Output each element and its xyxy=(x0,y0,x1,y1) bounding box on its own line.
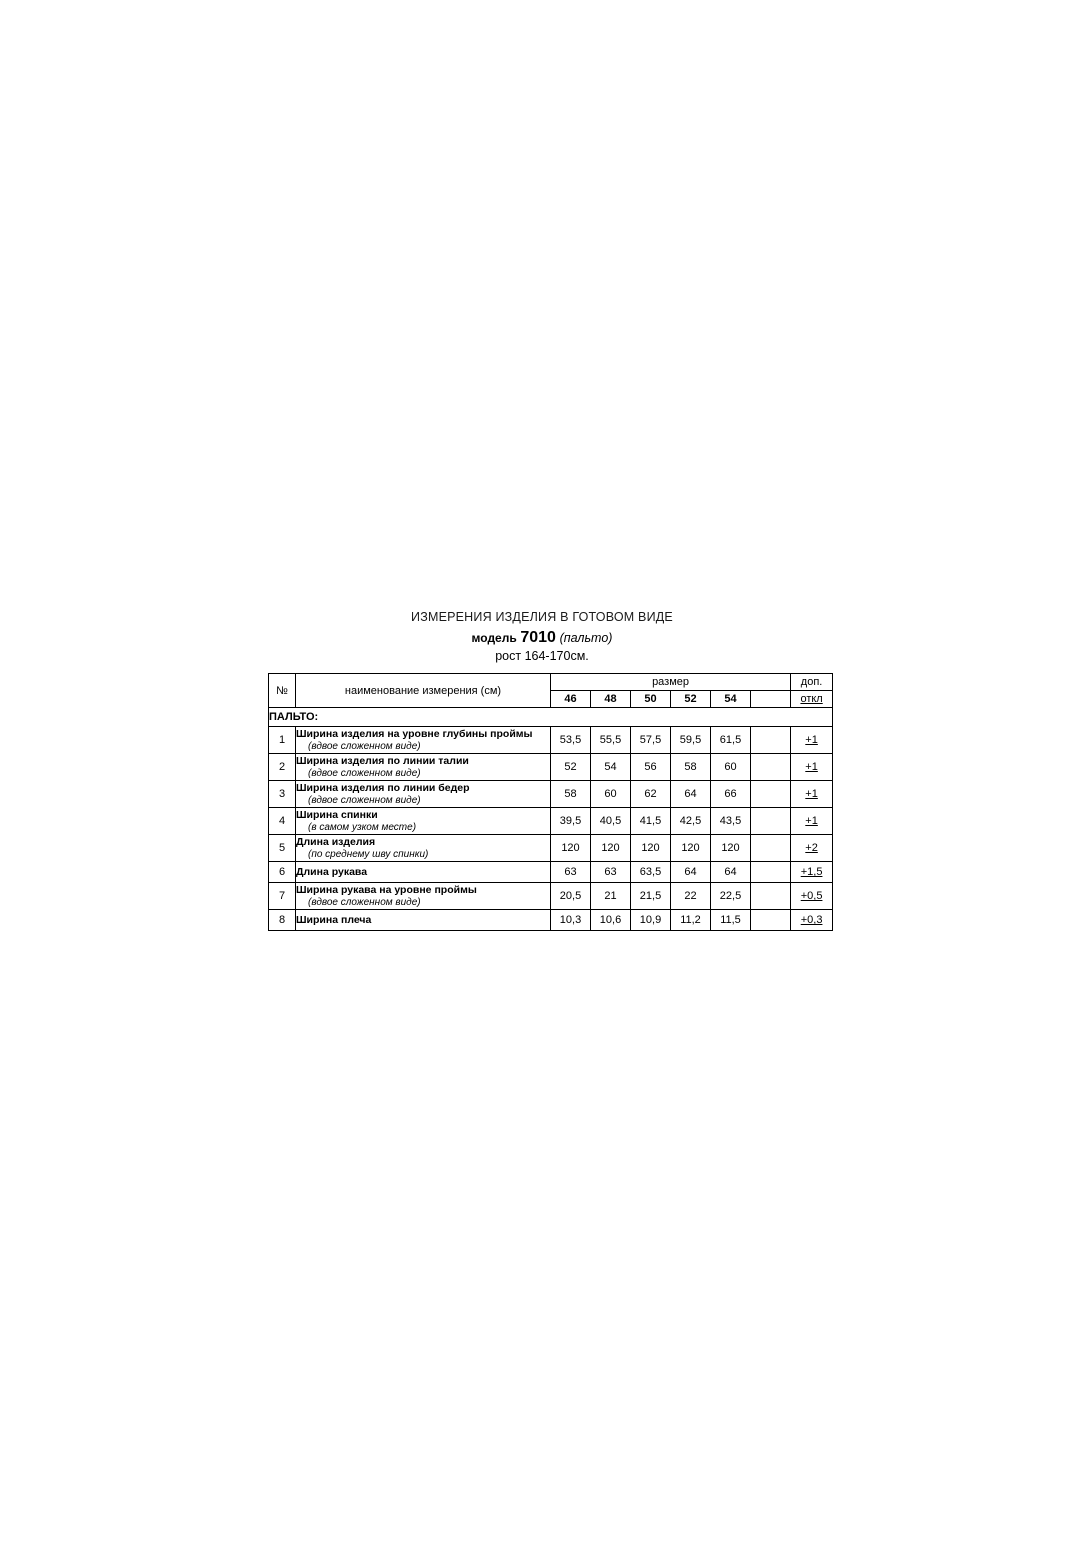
row-name-note: (по среднему шву спинки) xyxy=(308,848,429,860)
row-name-main: Ширина изделия по линии бедер xyxy=(296,782,470,795)
row-number: 5 xyxy=(269,835,296,862)
value-50: 63,5 xyxy=(631,862,671,883)
row-number: 4 xyxy=(269,808,296,835)
value-48: 60 xyxy=(591,781,631,808)
value-48: 10,6 xyxy=(591,910,631,931)
row-name-main: Ширина рукава на уровне проймы xyxy=(296,884,477,897)
value-52: 11,2 xyxy=(671,910,711,931)
row-name xyxy=(296,862,551,883)
model-number: 7010 xyxy=(520,628,556,646)
table-row xyxy=(269,781,833,808)
value-54: 43,5 xyxy=(711,808,751,835)
section-label: ПАЛЬТО: xyxy=(269,708,833,727)
row-name-note: (в самом узком месте) xyxy=(308,821,417,833)
value-blank xyxy=(751,835,791,862)
height-range: рост 164-170см. xyxy=(495,648,589,663)
row-name-note: (вдвое сложенном виде) xyxy=(308,794,421,806)
row-name xyxy=(296,835,551,862)
value-blank xyxy=(751,883,791,910)
value-46: 52 xyxy=(551,754,591,781)
value-52: 58 xyxy=(671,754,711,781)
measurements-table xyxy=(268,673,833,931)
value-48: 63 xyxy=(591,862,631,883)
value-48: 40,5 xyxy=(591,808,631,835)
header-tolerance-top: доп. xyxy=(791,674,833,691)
row-name xyxy=(296,754,551,781)
value-54: 66 xyxy=(711,781,751,808)
value-blank xyxy=(751,910,791,931)
value-50: 62 xyxy=(631,781,671,808)
value-54: 60 xyxy=(711,754,751,781)
header-name: наименование измерения (см) xyxy=(296,674,551,708)
table-row xyxy=(269,883,833,910)
row-number: 3 xyxy=(269,781,296,808)
table-row xyxy=(269,754,833,781)
value-52: 22 xyxy=(671,883,711,910)
row-name xyxy=(296,910,551,931)
row-tolerance: +1,5 xyxy=(791,862,833,883)
value-46: 53,5 xyxy=(551,727,591,754)
value-50: 120 xyxy=(631,835,671,862)
value-52: 59,5 xyxy=(671,727,711,754)
model-type: (пальто) xyxy=(559,630,613,645)
header-size-48: 48 xyxy=(591,691,631,708)
measurements-document xyxy=(268,610,823,931)
header-tolerance-bottom: откл xyxy=(791,691,833,708)
value-54: 11,5 xyxy=(711,910,751,931)
row-tolerance: +0,5 xyxy=(791,883,833,910)
row-number: 6 xyxy=(269,862,296,883)
table-head xyxy=(269,674,833,708)
row-tolerance: +1 xyxy=(791,754,833,781)
value-blank xyxy=(751,808,791,835)
value-52: 64 xyxy=(671,862,711,883)
value-46: 39,5 xyxy=(551,808,591,835)
row-name-main: Длина рукава xyxy=(296,866,368,879)
value-50: 56 xyxy=(631,754,671,781)
section-row xyxy=(269,708,833,727)
header-size-50: 50 xyxy=(631,691,671,708)
value-46: 10,3 xyxy=(551,910,591,931)
value-48: 55,5 xyxy=(591,727,631,754)
row-number: 1 xyxy=(269,727,296,754)
header-size-54: 54 xyxy=(711,691,751,708)
row-name-note: (вдвое сложенном виде) xyxy=(308,896,421,908)
header-num: № xyxy=(269,674,296,708)
value-54: 120 xyxy=(711,835,751,862)
row-name xyxy=(296,781,551,808)
value-48: 120 xyxy=(591,835,631,862)
row-name-note: (вдвое сложенном виде) xyxy=(308,767,421,779)
value-48: 21 xyxy=(591,883,631,910)
value-48: 54 xyxy=(591,754,631,781)
row-name-note: (вдвое сложенном виде) xyxy=(308,740,421,752)
header-size-blank xyxy=(751,691,791,708)
value-50: 41,5 xyxy=(631,808,671,835)
value-54: 61,5 xyxy=(711,727,751,754)
row-name-main: Длина изделия xyxy=(296,836,376,849)
row-name-main: Ширина плеча xyxy=(296,914,372,927)
row-name xyxy=(296,727,551,754)
value-46: 20,5 xyxy=(551,883,591,910)
row-name-main: Ширина изделия по линии талии xyxy=(296,755,469,768)
table-row xyxy=(269,835,833,862)
value-blank xyxy=(751,862,791,883)
value-54: 64 xyxy=(711,862,751,883)
row-tolerance: +1 xyxy=(791,781,833,808)
value-blank xyxy=(751,781,791,808)
model-line xyxy=(268,628,816,648)
row-tolerance: +1 xyxy=(791,727,833,754)
row-tolerance: +0,3 xyxy=(791,910,833,931)
value-54: 22,5 xyxy=(711,883,751,910)
table-row xyxy=(269,862,833,883)
value-46: 58 xyxy=(551,781,591,808)
header-size-52: 52 xyxy=(671,691,711,708)
row-number: 7 xyxy=(269,883,296,910)
row-name-main: Ширина спинки xyxy=(296,809,378,822)
value-46: 63 xyxy=(551,862,591,883)
table-row xyxy=(269,910,833,931)
row-name-main: Ширина изделия на уровне глубины проймы xyxy=(296,728,533,741)
value-blank xyxy=(751,727,791,754)
value-52: 120 xyxy=(671,835,711,862)
document-title: ИЗМЕРЕНИЯ ИЗДЕЛИЯ В ГОТОВОМ ВИДЕ xyxy=(411,610,673,624)
value-46: 120 xyxy=(551,835,591,862)
row-name xyxy=(296,808,551,835)
table-row xyxy=(269,808,833,835)
header-size-46: 46 xyxy=(551,691,591,708)
table-row xyxy=(269,727,833,754)
value-50: 21,5 xyxy=(631,883,671,910)
table-body xyxy=(269,708,833,931)
row-tolerance: +2 xyxy=(791,835,833,862)
model-label: модель xyxy=(471,630,517,645)
document-header xyxy=(268,610,816,664)
header-sizes-group: размер xyxy=(551,674,791,691)
value-50: 10,9 xyxy=(631,910,671,931)
row-number: 2 xyxy=(269,754,296,781)
value-blank xyxy=(751,754,791,781)
row-name xyxy=(296,883,551,910)
value-52: 64 xyxy=(671,781,711,808)
value-52: 42,5 xyxy=(671,808,711,835)
row-tolerance: +1 xyxy=(791,808,833,835)
row-number: 8 xyxy=(269,910,296,931)
table-header-row-1 xyxy=(269,674,833,691)
value-50: 57,5 xyxy=(631,727,671,754)
